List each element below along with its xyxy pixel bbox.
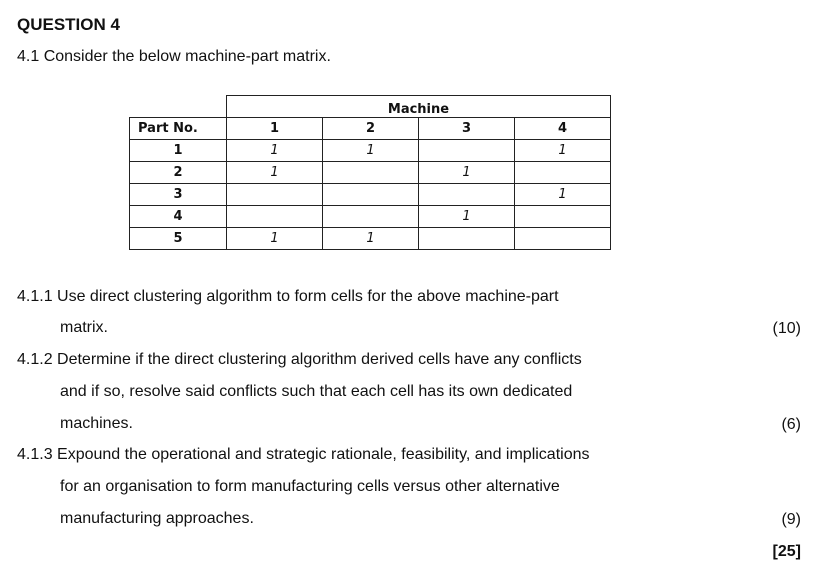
matrix-cell: 1 bbox=[323, 228, 419, 250]
matrix-row bbox=[130, 206, 611, 228]
matrix-cell bbox=[323, 184, 419, 206]
matrix-cell: 1 bbox=[419, 206, 515, 228]
matrix-cell bbox=[323, 206, 419, 228]
matrix-row bbox=[130, 228, 611, 250]
matrix-cell: 1 bbox=[323, 140, 419, 162]
matrix-cell bbox=[419, 184, 515, 206]
matrix-cell: 1 bbox=[515, 140, 611, 162]
subquestion-4-1-3-line: manufacturing approaches. bbox=[60, 510, 254, 527]
subquestion-4-1-3-line: 4.1.3 Expound the operational and strategic rationale, feasibility, and implications bbox=[17, 446, 590, 463]
matrix-cell bbox=[227, 206, 323, 228]
machine-col-header: 4 bbox=[515, 118, 611, 140]
marks-4-1-3: (9) bbox=[781, 511, 801, 528]
matrix-cell: 1 bbox=[227, 162, 323, 184]
subquestion-4-1-2-line: and if so, resolve said conflicts such that each cell has its own dedicated bbox=[60, 383, 573, 400]
part-label: 3 bbox=[130, 184, 227, 206]
machine-col-header: 3 bbox=[419, 118, 515, 140]
matrix-row bbox=[130, 140, 611, 162]
matrix-cell: 1 bbox=[227, 140, 323, 162]
subquestion-4-1-2-line: machines. bbox=[60, 415, 133, 432]
part-no-header: Part No. bbox=[130, 118, 227, 140]
subquestion-4-1-1-line: matrix. bbox=[60, 319, 108, 336]
part-label: 4 bbox=[130, 206, 227, 228]
part-label: 5 bbox=[130, 228, 227, 250]
matrix-cell bbox=[419, 140, 515, 162]
matrix-cell bbox=[515, 206, 611, 228]
matrix-cell bbox=[323, 162, 419, 184]
machine-col-header: 2 bbox=[323, 118, 419, 140]
matrix-row bbox=[130, 184, 611, 206]
marks-4-1-2: (6) bbox=[781, 416, 801, 433]
subquestion-4-1-2-line: 4.1.2 Determine if the direct clustering algorithm derived cells have any conflicts bbox=[17, 351, 582, 368]
matrix-cell bbox=[227, 184, 323, 206]
matrix-cell: 1 bbox=[227, 228, 323, 250]
total-marks: [25] bbox=[772, 543, 801, 560]
subquestion-4-1-1-line: 4.1.1 Use direct clustering algorithm to form cells for the above machine-part bbox=[17, 288, 559, 305]
matrix-cell bbox=[515, 228, 611, 250]
part-label: 2 bbox=[130, 162, 227, 184]
question-heading: QUESTION 4 bbox=[17, 15, 120, 34]
machine-part-matrix bbox=[129, 95, 611, 250]
part-label: 1 bbox=[130, 140, 227, 162]
matrix-corner bbox=[130, 96, 227, 118]
machine-col-header: 1 bbox=[227, 118, 323, 140]
matrix-cell bbox=[419, 228, 515, 250]
matrix-cell bbox=[515, 162, 611, 184]
matrix-row bbox=[130, 162, 611, 184]
question-intro: 4.1 Consider the below machine-part matrix. bbox=[17, 48, 331, 65]
subquestion-4-1-3-line: for an organisation to form manufacturing cells versus other alternative bbox=[60, 478, 560, 495]
matrix-cell: 1 bbox=[419, 162, 515, 184]
matrix-cell: 1 bbox=[515, 184, 611, 206]
machine-header: Machine bbox=[227, 96, 611, 118]
marks-4-1-1: (10) bbox=[772, 320, 801, 337]
